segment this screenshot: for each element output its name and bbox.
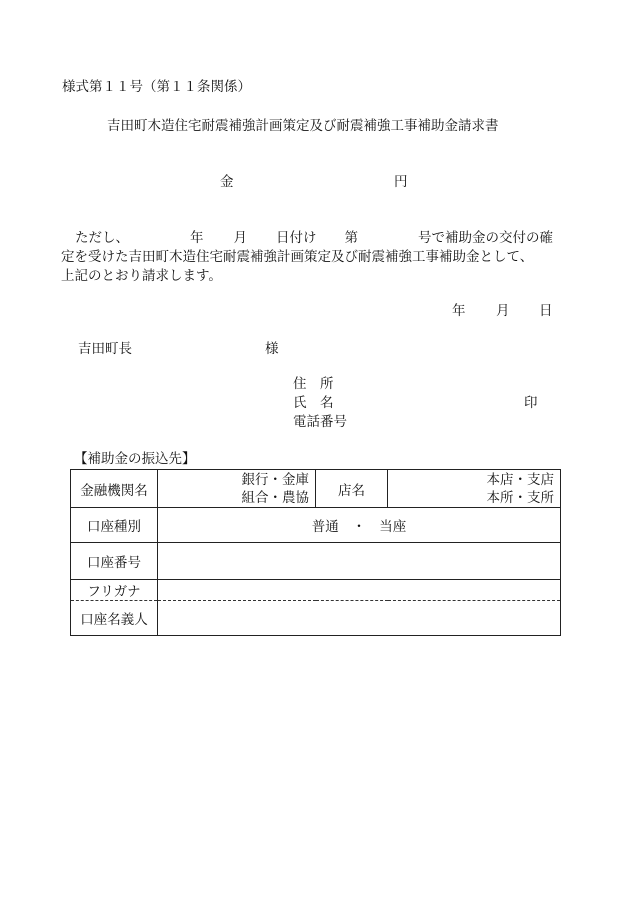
branch-types-2: 本所・支所 <box>486 489 554 506</box>
document-title: 吉田町木造住宅耐震補強計画策定及び耐震補強工事補助金請求書 <box>107 118 499 134</box>
body-dai: 第 <box>344 230 358 246</box>
amount-prefix: 金 <box>220 174 234 190</box>
furigana-row <box>71 580 561 601</box>
bank-types-2: 組合・農協 <box>241 489 309 506</box>
institution-field[interactable] <box>158 470 316 508</box>
bank-section-heading: 【補助金の振込先】 <box>74 451 196 467</box>
account-number-row <box>71 543 561 580</box>
body-go: 号で補助金の交付の確 <box>418 230 553 246</box>
body-line-3: 上記のとおり請求します。 <box>61 268 222 284</box>
account-type-label: 口座種別 <box>71 508 158 543</box>
institution-row <box>71 470 561 508</box>
body-lead: ただし、 <box>75 230 129 246</box>
date-year: 年 <box>452 303 466 319</box>
body-line-1 <box>61 229 571 248</box>
phone-label: 電話番号 <box>293 414 347 430</box>
account-number-label: 口座番号 <box>71 543 158 580</box>
addressee-name: 吉田町長 <box>78 341 132 357</box>
bank-transfer-table <box>70 469 561 636</box>
seal-mark: 印 <box>524 395 538 411</box>
date-month: 月 <box>496 303 510 319</box>
request-body <box>61 229 571 286</box>
addressee-honorific: 様 <box>265 341 279 357</box>
body-month: 月 <box>233 230 247 246</box>
body-line-2: 定を受けた吉田町木造住宅耐震補強計画策定及び耐震補強工事補助金として、 <box>61 249 534 265</box>
furigana-field[interactable] <box>158 580 561 601</box>
name-label: 氏 名 <box>293 395 334 411</box>
bank-types-1: 銀行・金庫 <box>241 471 309 488</box>
account-holder-row <box>71 601 561 636</box>
date-day: 日 <box>539 303 553 319</box>
account-number-field[interactable] <box>158 543 561 580</box>
branch-types-1: 本店・支店 <box>486 471 554 488</box>
branch-field[interactable] <box>388 470 561 508</box>
furigana-label: フリガナ <box>71 580 158 601</box>
body-year: 年 <box>190 230 204 246</box>
account-holder-label: 口座名義人 <box>71 601 158 636</box>
account-type-row <box>71 508 561 543</box>
address-label: 住 所 <box>293 376 334 392</box>
institution-label: 金融機関名 <box>71 470 158 508</box>
form-number: 様式第１１号（第１１条関係） <box>62 79 251 95</box>
amount-suffix: 円 <box>394 174 408 190</box>
account-holder-field[interactable] <box>158 601 561 636</box>
branch-label: 店名 <box>316 470 388 508</box>
account-type-options[interactable]: 普通 ・ 当座 <box>158 508 561 543</box>
body-dated: 日付け <box>276 230 317 246</box>
